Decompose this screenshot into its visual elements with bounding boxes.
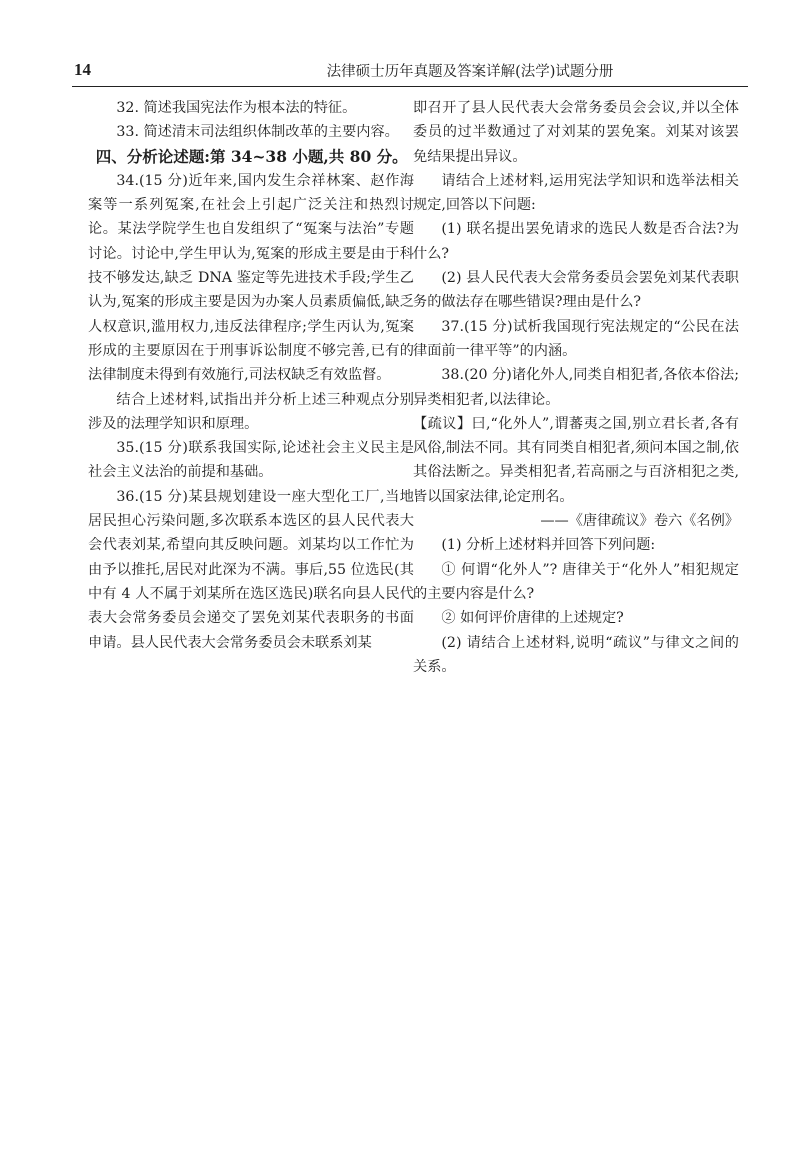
section-heading-analysis: 四、分析论述题:第 34~38 小题,共 80 分。 [95,146,408,166]
question-35: 35.(15 分)联系我国实际,论述社会主义民主是社会主义法治的前提和基础。 [88,440,414,481]
question-38-commentary: 【疏议】曰,“化外人”,谓蕃夷之国,别立君长者,各有风俗,制法不同。其有同类自相犯者,须问本国之制,依其俗法断之。异类相犯者,若高丽之与百济相犯之类,皆以国家法律,论定刑名。 [413,415,739,505]
question-38-sub-1: (1) 分析上述材料并回答下列问题: [441,537,656,554]
left-column [88,96,414,655]
question-38-sub-2: (2) 请结合上述材料,说明“疏议”与律文之间的关系。 [413,634,739,675]
question-32: 32. 简述我国宪法作为根本法的特征。 [116,100,357,116]
question-36-continued: 即召开了县人民代表大会常务委员会会议,并以全体委员的过半数通过了对刘某的罢免案。刘某对该罢免结果提出异议。 [413,100,739,165]
question-37: 37.(15 分)试析我国现行宪法规定的“公民在法律面前一律平等”的内涵。 [413,318,739,359]
question-38-sub-1b: ② 如何评价唐律的上述规定? [441,610,624,627]
running-title: 法律硕士历年真题及答案详解(法学)试题分册 [326,64,614,80]
question-38-sub-1a: ① 何谓“化外人”? 唐律关于“化外人”相犯规定的主要内容是什么? [413,561,739,602]
question-33: 33. 简述清末司法组织体制改革的主要内容。 [116,124,399,141]
page-number: 14 [74,60,91,79]
question-36-sub-2: (2) 县人民代表大会常务委员会罢免刘某代表职务的做法存在哪些错误?理由是什么? [413,270,739,311]
question-36-sub-1: (1) 联名提出罢免请求的选民人数是否合法?为什么? [413,221,739,262]
question-34: 34.(15 分)近年来,国内发生佘祥林案、赵作海案等一系列冤案,在社会上引起广泛关注和热烈讨论。某法学院学生也自发组织了“冤案与法治”专题讨论。讨论中,学生甲认为,冤案的形成主要是由于科技不够发达,缺乏 DNA 鉴定等先进技术手段;学生乙认为,冤案的形成主要是因为办案人员素质偏低,缺乏人权意识,滥用权力,违反法律程序;学生丙认为,冤案形成的主要原因在于刑事诉讼制度不够完善,已有的法律制度未得到有效施行,司法权缺乏有效监督。 [88,172,414,384]
question-36: 36.(15 分)某县规划建设一座大型化工厂,当地居民担心污染问题,多次联系本选区的县人民代表大会代表刘某,希望向其反映问题。刘某均以工作忙为由予以推托,居民对此深为不满。事后,55 位选民(其中有 4 人不属于刘某所在选区选民)联名向县人民代表大会常务委员会递交了罢免刘某代表职务的书面申请。县人民代表大会常务委员会未联系刘某 [88,488,414,651]
right-column [413,96,739,679]
page-header [72,56,748,87]
question-38: 38.(20 分)诸化外人,同类自相犯者,各依本俗法;异类相犯者,以法律论。 [413,367,739,408]
question-36-prompt: 请结合上述材料,运用宪法学知识和选举法相关规定,回答以下问题: [413,172,739,214]
question-34-prompt: 结合上述材料,试指出并分析上述三种观点分别涉及的法理学知识和原理。 [88,391,414,432]
source-citation: ——《唐律疏议》卷六《名例》 [540,513,739,530]
